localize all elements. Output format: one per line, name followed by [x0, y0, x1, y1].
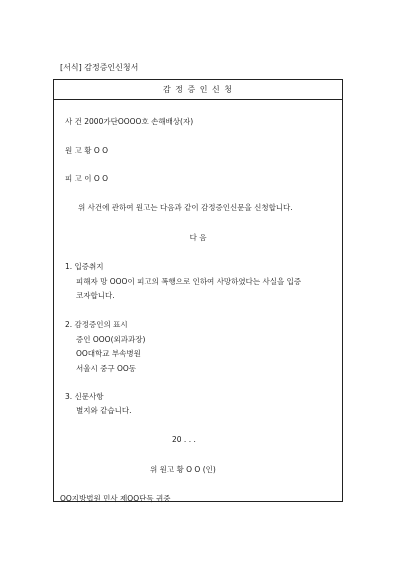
signature-line: 위 원고 황 O O (인): [150, 465, 216, 474]
date-line: 20 . . .: [172, 435, 196, 444]
section1-body-line2: 코자합니다.: [76, 291, 115, 300]
witness-name: 증인 OOO(외과과장): [76, 335, 146, 344]
section3-body: 별지와 같습니다.: [76, 406, 132, 415]
form-label: [서식] 감정증인신청서: [60, 63, 139, 72]
witness-affiliation: OO대학교 부속병원: [76, 349, 141, 358]
case-line: 사 건 2000가단OOOO호 손해배상(자): [65, 117, 194, 126]
court-footer: OO지방법원 민사 제OO단독 귀중: [60, 494, 171, 503]
witness-address: 서울시 중구 OO동: [76, 364, 137, 373]
document-title: 감 정 증 인 신 청: [54, 80, 342, 100]
section1-body-line1: 피해자 망 OOO이 피고의 폭행으로 인하여 사망하였다는 사실을 입증: [76, 277, 302, 286]
defendant-line: 피 고 이 O O: [65, 174, 109, 183]
intro-text: 위 사건에 관하여 원고는 다음과 같이 감정증인신문을 신청합니다.: [78, 203, 293, 212]
section1-heading: 1. 입증취지: [65, 262, 104, 271]
section2-heading: 2. 감정증인의 표시: [65, 320, 128, 329]
document-frame: [53, 79, 343, 502]
next-heading: 다 음: [189, 233, 207, 242]
plaintiff-line: 원 고 황 O O: [65, 146, 109, 155]
section3-heading: 3. 신문사항: [65, 392, 104, 401]
